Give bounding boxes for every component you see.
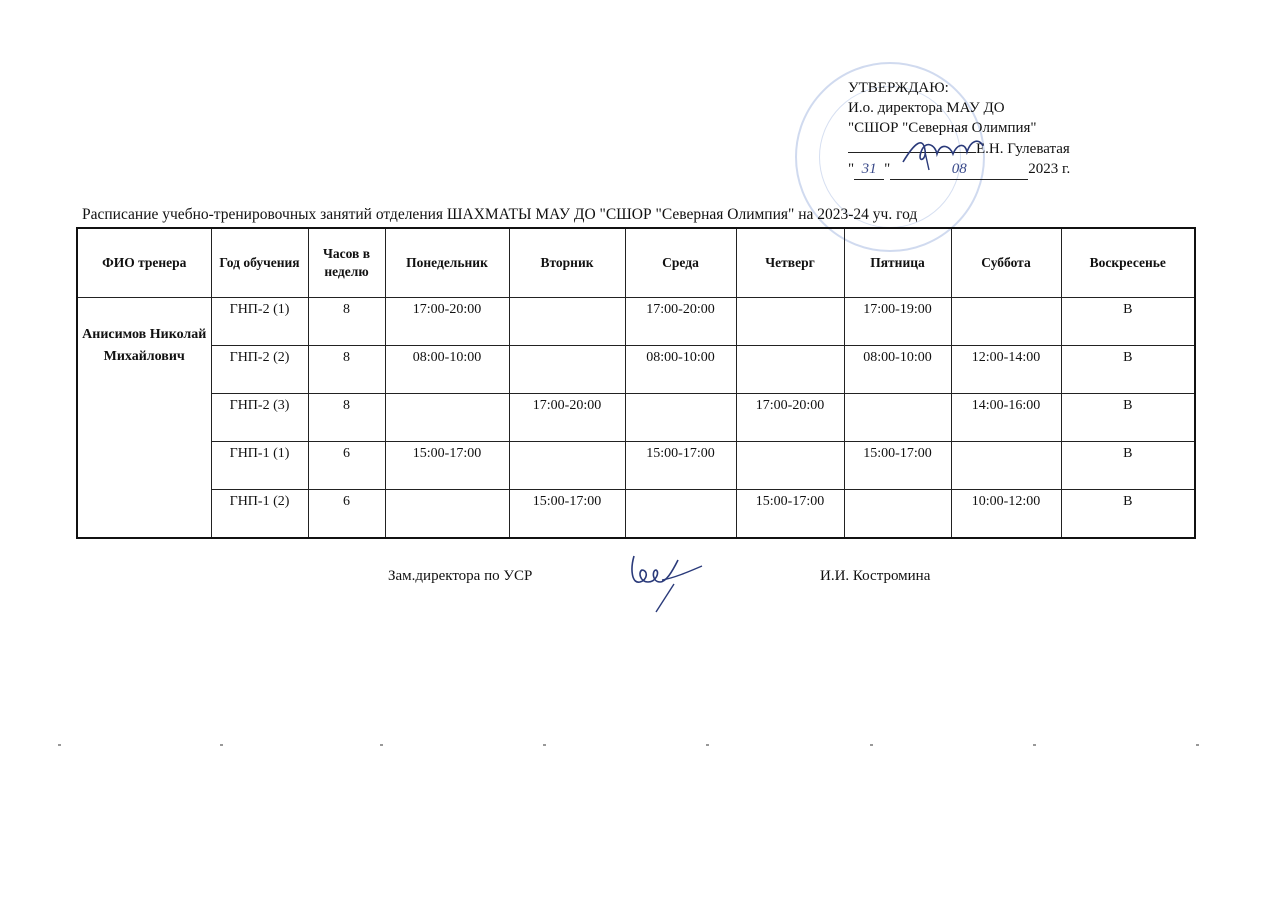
thursday-cell [736, 442, 844, 490]
director-signature [895, 132, 990, 172]
thursday-cell [736, 346, 844, 394]
deputy-signature [622, 548, 712, 616]
scan-dot [380, 744, 383, 746]
approval-date: " 31 " 08 2023 г. [848, 159, 1070, 180]
saturday-cell: 14:00-16:00 [951, 394, 1061, 442]
table-row [77, 346, 1195, 394]
coach-name: Анисимов Николай Михайлович [77, 298, 211, 539]
header-year: Год обучения [211, 228, 308, 298]
friday-cell: 17:00-19:00 [844, 298, 951, 346]
monday-cell [385, 490, 509, 539]
friday-cell [844, 490, 951, 539]
monday-cell: 08:00-10:00 [385, 346, 509, 394]
friday-cell: 08:00-10:00 [844, 346, 951, 394]
table-header-row [77, 228, 1195, 298]
wednesday-cell: 08:00-10:00 [625, 346, 736, 394]
scan-dot [706, 744, 709, 746]
approval-heading: УТВЕРЖДАЮ: [848, 80, 949, 96]
table-row [77, 442, 1195, 490]
header-monday: Понедельник [385, 228, 509, 298]
tuesday-cell [509, 298, 625, 346]
tuesday-cell [509, 442, 625, 490]
sunday-cell: В [1061, 298, 1195, 346]
sunday-cell: В [1061, 490, 1195, 539]
scan-dot [58, 744, 61, 746]
header-friday: Пятница [844, 228, 951, 298]
scan-dot [543, 744, 546, 746]
table-row [77, 298, 1195, 346]
date-day: 31 [854, 159, 884, 180]
thursday-cell [736, 298, 844, 346]
wednesday-cell [625, 394, 736, 442]
saturday-cell: 10:00-12:00 [951, 490, 1061, 539]
thursday-cell: 15:00-17:00 [736, 490, 844, 539]
group-cell: ГНП-2 (3) [211, 394, 308, 442]
document-title: Расписание учебно-тренировочных занятий отделения ШАХМАТЫ МАУ ДО "СШОР "Северная Олимпия" на 2023-24 уч. год [82, 206, 918, 223]
table-row [77, 490, 1195, 539]
header-coach: ФИО тренера [77, 228, 211, 298]
sunday-cell: В [1061, 394, 1195, 442]
hours-cell: 8 [308, 394, 385, 442]
thursday-cell: 17:00-20:00 [736, 394, 844, 442]
hours-cell: 6 [308, 490, 385, 539]
header-tuesday: Вторник [509, 228, 625, 298]
director-name: Е.Н. Гулеватая [976, 141, 1070, 157]
scan-dot [1196, 744, 1199, 746]
date-month: 08 [890, 159, 1028, 180]
group-cell: ГНП-2 (1) [211, 298, 308, 346]
hours-cell: 8 [308, 298, 385, 346]
monday-cell: 17:00-20:00 [385, 298, 509, 346]
sunday-cell: В [1061, 442, 1195, 490]
sunday-cell: В [1061, 346, 1195, 394]
approval-organization: "СШОР "Северная Олимпия" [848, 120, 1037, 136]
header-sunday: Воскресенье [1061, 228, 1195, 298]
monday-cell [385, 394, 509, 442]
tuesday-cell: 15:00-17:00 [509, 490, 625, 539]
group-cell: ГНП-1 (2) [211, 490, 308, 539]
hours-cell: 8 [308, 346, 385, 394]
header-saturday: Суббота [951, 228, 1061, 298]
saturday-cell [951, 298, 1061, 346]
approval-position: И.о. директора МАУ ДО [848, 100, 1005, 116]
scan-dot [220, 744, 223, 746]
date-year: 2023 г. [1028, 161, 1071, 177]
hours-cell: 6 [308, 442, 385, 490]
table-row [77, 394, 1195, 442]
monday-cell: 15:00-17:00 [385, 442, 509, 490]
scan-dot [1033, 744, 1036, 746]
wednesday-cell: 17:00-20:00 [625, 298, 736, 346]
footer-position: Зам.директора по УСР [388, 568, 533, 584]
group-cell: ГНП-2 (2) [211, 346, 308, 394]
wednesday-cell [625, 490, 736, 539]
scan-dot [870, 744, 873, 746]
header-wednesday: Среда [625, 228, 736, 298]
tuesday-cell: 17:00-20:00 [509, 394, 625, 442]
footer-name: И.И. Костромина [820, 568, 931, 584]
saturday-cell [951, 442, 1061, 490]
schedule-table [76, 227, 1196, 539]
header-thursday: Четверг [736, 228, 844, 298]
group-cell: ГНП-1 (1) [211, 442, 308, 490]
friday-cell [844, 394, 951, 442]
header-hours: Часов в неделю [308, 228, 385, 298]
tuesday-cell [509, 346, 625, 394]
saturday-cell: 12:00-14:00 [951, 346, 1061, 394]
friday-cell: 15:00-17:00 [844, 442, 951, 490]
wednesday-cell: 15:00-17:00 [625, 442, 736, 490]
